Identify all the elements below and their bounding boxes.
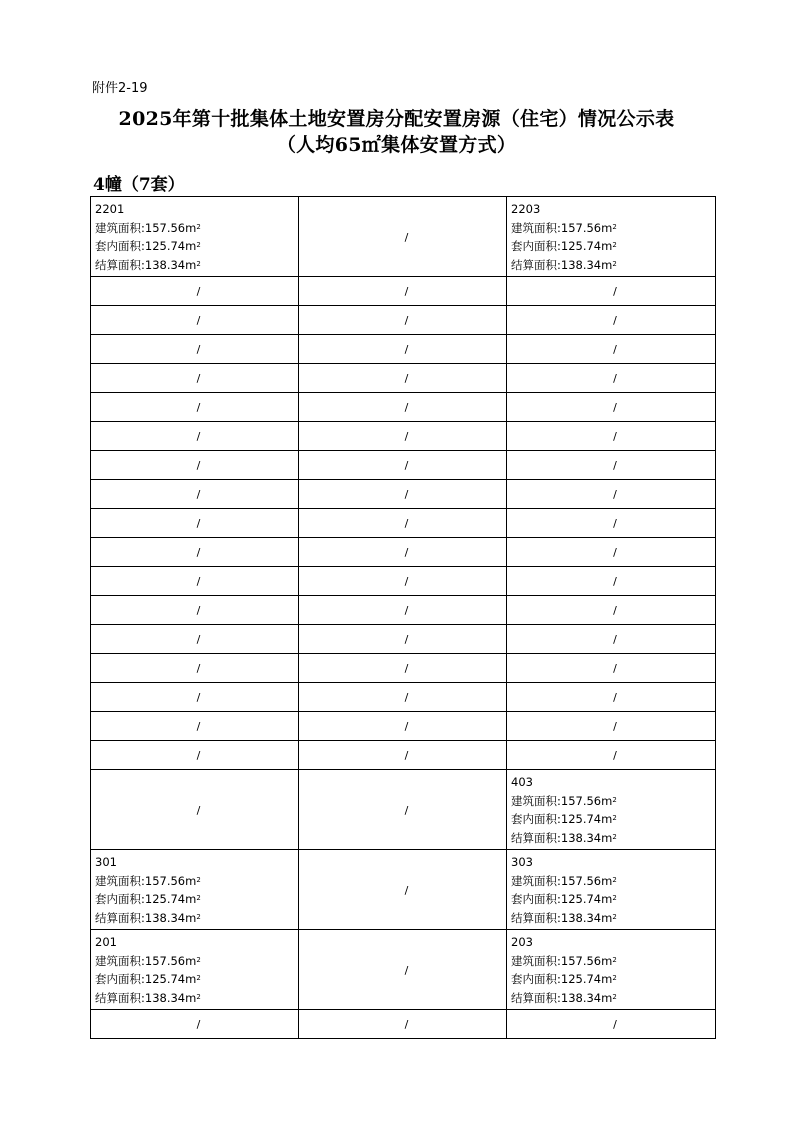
empty-mark: / [613,691,617,704]
empty-mark: / [613,372,617,385]
inner-area-line [95,970,298,989]
inner-area-value: 125.74 [144,892,186,906]
empty-mark: / [196,401,201,414]
table-row [91,335,716,364]
area-unit-exponent: 2 [612,912,617,921]
empty-cell [91,625,299,654]
empty-cell [507,306,716,335]
empty-mark: / [196,430,201,443]
empty-cell [299,683,507,712]
empty-cell [299,712,507,741]
empty-mark: / [196,517,201,530]
empty-mark: / [196,575,201,588]
empty-mark: / [404,546,409,559]
table-row [91,451,716,480]
empty-mark: / [613,430,617,443]
empty-mark: / [404,1018,409,1031]
empty-mark: / [404,662,409,675]
empty-cell [91,364,299,393]
area-unit: m [601,812,613,826]
area-unit-exponent: 2 [196,955,201,964]
empty-cell [507,451,716,480]
empty-cell [299,393,507,422]
inner-area-value: 125.74 [144,239,186,253]
area-unit-exponent: 2 [612,894,617,902]
settle-area-value: 138.34 [560,990,602,1005]
empty-mark: / [613,517,617,530]
area-unit-exponent: 2 [196,894,201,902]
table-row [91,567,716,596]
inner-area-line [511,970,715,989]
table-row [91,683,716,712]
empty-cell [299,625,507,654]
area-unit: m [601,972,613,986]
empty-mark: / [404,633,409,646]
table-row [91,625,716,654]
empty-cell [299,306,507,335]
table-row [91,654,716,683]
area-unit: m [601,953,613,968]
inner-area-line [95,890,298,909]
unit-number: 303 [511,855,533,869]
area-unit-exponent: 2 [612,875,617,884]
settle-area-line [511,256,715,275]
empty-mark: / [613,314,617,327]
build-area-line [511,872,715,891]
empty-mark: / [404,803,409,817]
area-unit: m [185,892,197,906]
empty-cell [299,364,507,393]
table-row [91,480,716,509]
settle-area-line [95,256,298,275]
table-row [91,930,716,1010]
build-area-label: 建筑面积: [511,793,561,808]
empty-mark: / [196,1018,201,1031]
unit-number: 2201 [95,202,125,216]
area-unit-exponent: 2 [196,912,201,921]
table-row [91,596,716,625]
empty-mark: / [404,343,409,356]
empty-mark: / [196,343,201,356]
table-row [91,741,716,770]
table-row [91,393,716,422]
area-unit-exponent: 2 [196,875,201,884]
empty-mark: / [404,963,409,977]
table-row [91,770,716,850]
area-unit-exponent: 2 [612,955,617,964]
empty-cell [507,596,716,625]
empty-mark: / [613,720,617,733]
empty-mark: / [196,720,201,733]
empty-cell [91,683,299,712]
empty-mark: / [404,517,409,530]
area-unit: m [185,990,197,1005]
empty-cell [91,335,299,364]
empty-cell [507,625,716,654]
build-area-label: 建筑面积: [511,873,561,888]
build-area-line [511,219,715,238]
empty-cell [299,480,507,509]
area-unit: m [185,257,197,272]
empty-cell [299,451,507,480]
empty-cell [507,422,716,451]
unit-cell [507,770,716,850]
area-unit-exponent: 2 [196,241,201,249]
empty-mark: / [404,401,409,414]
settle-area-label: 结算面积: [95,910,145,925]
settle-area-label: 结算面积: [95,990,145,1005]
unit-number: 2203 [511,202,541,216]
build-area-label: 建筑面积: [95,220,145,235]
unit-cell [507,197,716,277]
empty-mark: / [613,604,617,617]
empty-mark: / [196,662,201,675]
building-label: 4幢（7套） [93,175,185,195]
empty-cell [299,509,507,538]
empty-cell [507,277,716,306]
area-unit-exponent: 2 [612,974,617,982]
empty-mark: / [404,691,409,704]
empty-cell [299,930,507,1010]
empty-mark: / [404,749,409,762]
empty-cell [507,712,716,741]
settle-area-value: 138.34 [560,830,602,845]
table-row [91,277,716,306]
empty-mark: / [613,1018,617,1031]
empty-cell [299,654,507,683]
area-unit-exponent: 2 [612,814,617,822]
housing-allocation-table [90,196,716,1039]
inner-area-line [511,810,715,829]
build-area-value: 157.56 [144,220,186,235]
empty-mark: / [404,285,409,298]
empty-cell [507,1010,716,1039]
settle-area-value: 138.34 [560,910,602,925]
area-unit-exponent: 2 [196,974,201,982]
empty-cell [299,596,507,625]
empty-cell [299,277,507,306]
area-unit: m [185,953,197,968]
area-unit-exponent: 2 [612,832,617,841]
build-area-label: 建筑面积: [95,953,145,968]
empty-cell [91,654,299,683]
empty-mark: / [196,314,201,327]
empty-mark: / [613,749,617,762]
area-unit-exponent: 2 [612,241,617,249]
build-area-label: 建筑面积: [95,873,145,888]
inner-area-value: 125.74 [560,972,602,986]
empty-cell [299,741,507,770]
empty-cell [299,1010,507,1039]
empty-mark: / [613,662,617,675]
empty-mark: / [404,604,409,617]
empty-cell [91,1010,299,1039]
build-area-line [511,952,715,971]
empty-cell [507,654,716,683]
build-area-line [95,872,298,891]
table-row [91,850,716,930]
empty-mark: / [196,633,201,646]
settle-area-line [511,909,715,928]
build-area-label: 建筑面积: [511,220,561,235]
area-unit: m [185,239,197,253]
unit-number: 201 [95,935,117,949]
empty-cell [299,197,507,277]
inner-area-value: 125.74 [144,972,186,986]
settle-area-label: 结算面积: [511,257,561,272]
settle-area-value: 138.34 [560,257,602,272]
area-unit-exponent: 2 [612,992,617,1001]
area-unit: m [185,873,197,888]
empty-mark: / [196,546,201,559]
build-area-line [511,792,715,811]
unit-number: 301 [95,855,117,869]
empty-cell [91,393,299,422]
empty-cell [507,509,716,538]
empty-mark: / [196,285,201,298]
area-unit: m [601,892,613,906]
table-row [91,712,716,741]
unit-cell [91,930,299,1010]
empty-cell [507,393,716,422]
empty-mark: / [404,230,409,244]
area-unit: m [601,910,613,925]
empty-cell [91,480,299,509]
empty-mark: / [404,883,409,897]
empty-cell [299,335,507,364]
empty-mark: / [613,575,617,588]
empty-cell [91,422,299,451]
inner-area-label: 套内面积: [511,972,561,986]
inner-area-label: 套内面积: [511,892,561,906]
area-unit: m [601,830,613,845]
area-unit-exponent: 2 [196,259,201,268]
empty-cell [507,741,716,770]
build-area-value: 157.56 [560,953,602,968]
area-unit-exponent: 2 [196,992,201,1001]
empty-mark: / [404,372,409,385]
empty-mark: / [196,604,201,617]
settle-area-value: 138.34 [144,257,186,272]
table-row [91,422,716,451]
empty-cell [299,422,507,451]
empty-mark: / [404,314,409,327]
area-unit: m [601,239,613,253]
unit-number: 403 [511,775,533,789]
build-area-label: 建筑面积: [511,953,561,968]
empty-cell [507,364,716,393]
empty-mark: / [613,343,617,356]
settle-area-line [511,989,715,1008]
settle-area-line [95,909,298,928]
empty-mark: / [404,575,409,588]
settle-area-label: 结算面积: [95,257,145,272]
empty-mark: / [404,459,409,472]
empty-mark: / [404,488,409,501]
page-subtitle: （人均65㎡集体安置方式） [276,134,517,156]
empty-cell [91,596,299,625]
area-unit: m [601,220,613,235]
inner-area-line [511,237,715,256]
empty-mark: / [196,372,201,385]
table-row [91,364,716,393]
inner-area-label: 套内面积: [95,972,145,986]
area-unit: m [601,793,613,808]
empty-mark: / [404,430,409,443]
empty-mark: / [613,633,617,646]
build-area-value: 157.56 [144,873,186,888]
page-title: 2025年第十批集体土地安置房分配安置房源（住宅）情况公示表 [118,108,675,130]
unit-cell [507,930,716,1010]
inner-area-value: 125.74 [560,239,602,253]
empty-mark: / [196,749,201,762]
empty-mark: / [196,691,201,704]
settle-area-label: 结算面积: [511,830,561,845]
inner-area-label: 套内面积: [95,892,145,906]
inner-area-value: 125.74 [560,892,602,906]
empty-cell [507,335,716,364]
unit-number: 203 [511,935,533,949]
table-row [91,509,716,538]
build-area-value: 157.56 [560,873,602,888]
area-unit: m [601,990,613,1005]
empty-mark: / [613,488,617,501]
empty-mark: / [196,459,201,472]
area-unit: m [601,873,613,888]
settle-area-line [95,989,298,1008]
empty-cell [91,277,299,306]
empty-cell [299,850,507,930]
area-unit: m [185,972,197,986]
empty-cell [507,480,716,509]
settle-area-value: 138.34 [144,910,186,925]
inner-area-label: 套内面积: [95,239,145,253]
unit-cell [91,850,299,930]
unit-cell [507,850,716,930]
area-unit-exponent: 2 [612,795,617,804]
empty-mark: / [404,720,409,733]
settle-area-value: 138.34 [144,990,186,1005]
table-row [91,538,716,567]
table-row [91,197,716,277]
empty-cell [91,741,299,770]
empty-cell [299,538,507,567]
empty-cell [91,567,299,596]
build-area-line [95,952,298,971]
empty-cell [91,509,299,538]
empty-cell [91,306,299,335]
empty-cell [91,770,299,850]
empty-cell [299,770,507,850]
empty-cell [91,538,299,567]
empty-cell [507,538,716,567]
empty-mark: / [196,488,201,501]
empty-mark: / [196,803,201,817]
area-unit-exponent: 2 [196,222,201,231]
empty-mark: / [613,401,617,414]
empty-mark: / [613,546,617,559]
inner-area-line [511,890,715,909]
empty-cell [299,567,507,596]
build-area-value: 157.56 [560,220,602,235]
area-unit-exponent: 2 [612,259,617,268]
settle-area-label: 结算面积: [511,990,561,1005]
inner-area-label: 套内面积: [511,812,561,826]
inner-area-value: 125.74 [560,812,602,826]
inner-area-label: 套内面积: [511,239,561,253]
unit-cell [91,197,299,277]
empty-cell [91,451,299,480]
area-unit-exponent: 2 [612,222,617,231]
build-area-value: 157.56 [560,793,602,808]
empty-cell [507,683,716,712]
area-unit: m [185,910,197,925]
attachment-label: 附件2-19 [92,81,148,96]
empty-mark: / [613,459,617,472]
empty-mark: / [613,285,617,298]
table-row [91,1010,716,1039]
settle-area-line [511,829,715,848]
inner-area-line [95,237,298,256]
area-unit: m [185,220,197,235]
empty-cell [507,567,716,596]
build-area-value: 157.56 [144,953,186,968]
settle-area-label: 结算面积: [511,910,561,925]
table-row [91,306,716,335]
area-unit: m [601,257,613,272]
empty-cell [91,712,299,741]
build-area-line [95,219,298,238]
